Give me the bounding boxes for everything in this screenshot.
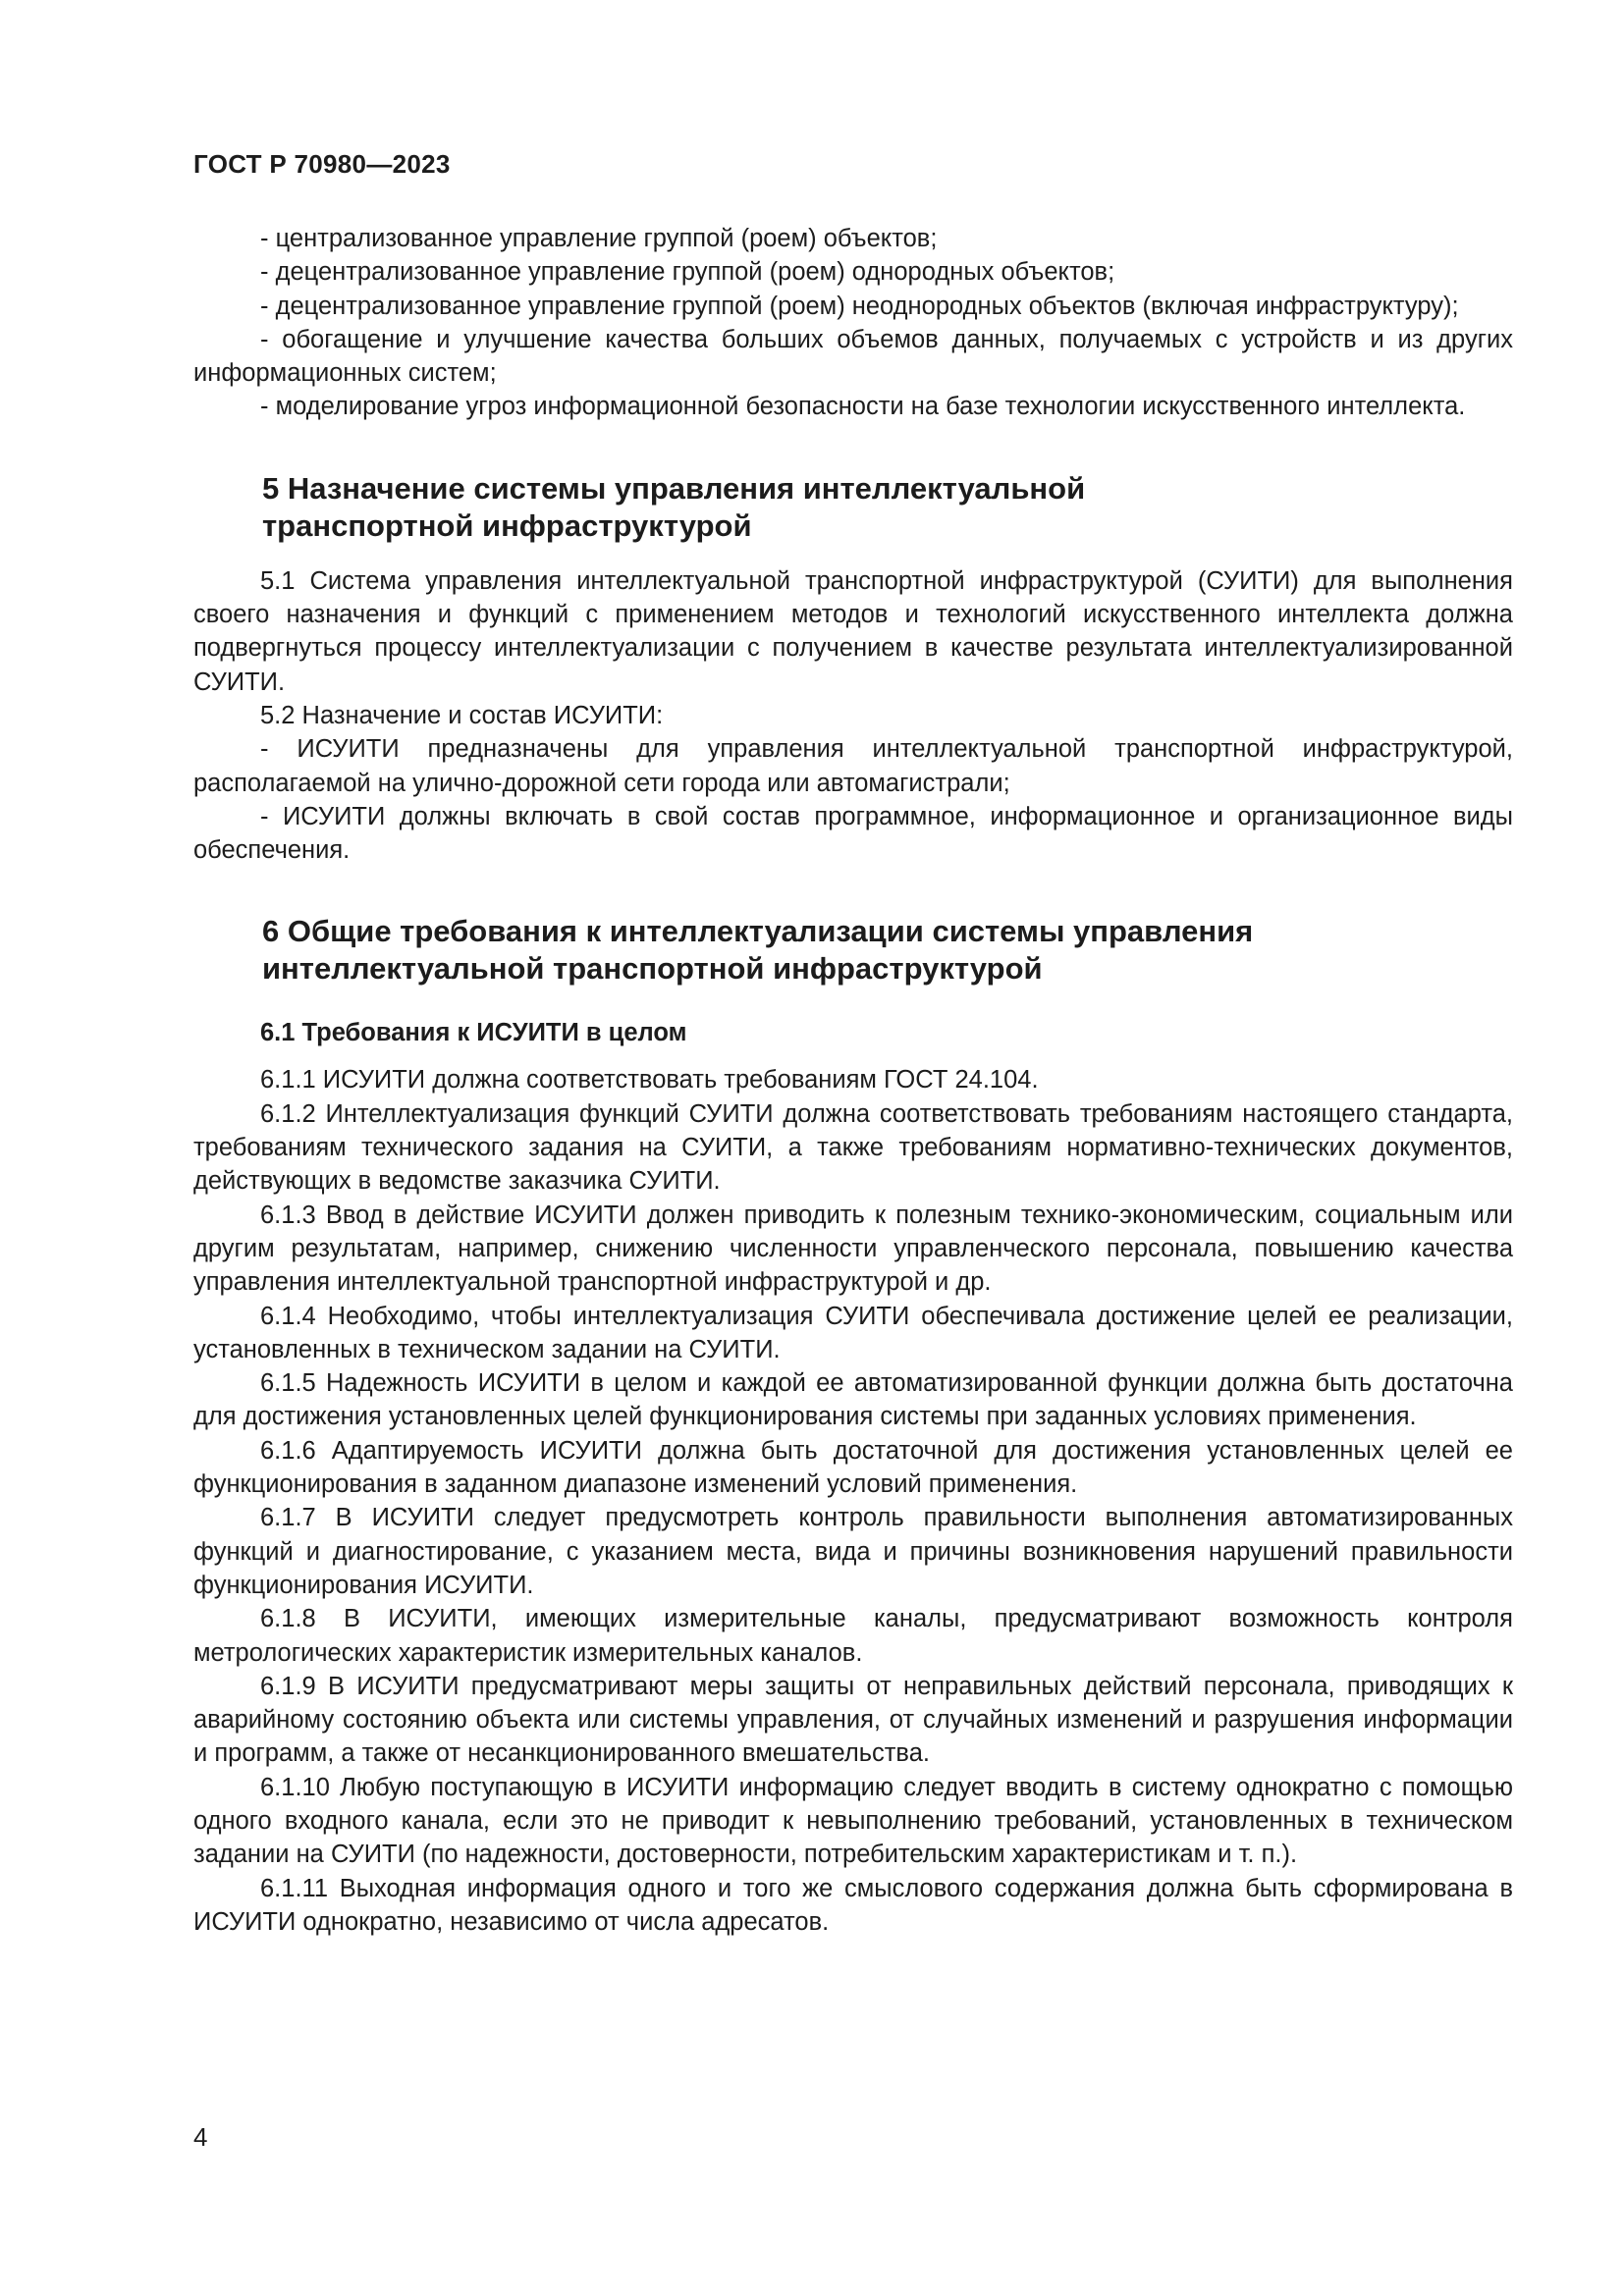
document-code-header: ГОСТ Р 70980—2023 <box>193 149 451 179</box>
section-5-paragraph: 5.1 Система управления интеллектуальной транспортной инфраструктурой (СУИТИ) для выполнения своего назначения и функций с применением методов и технологий искусственного интеллекта должна подвергнуться процессу интеллектуализации с получением в качестве результата интеллектуализированной СУИТИ. <box>193 566 1513 696</box>
clause-6-1-11: 6.1.11 Выходная информация одного и того же смыслового содержания должна быть сформирована в ИСУИТИ однократно, независимо от числа адресатов. <box>193 1874 1513 1936</box>
section-5-paragraph: 5.2 Назначение и состав ИСУИТИ: <box>260 701 664 729</box>
clause-6-1-7: 6.1.7 В ИСУИТИ следует предусмотреть контроль правильности выполнения автоматизированных функций и диагностирование, с указанием места, вида и причины возникновения нарушений правильности функционирования ИСУИТИ. <box>193 1504 1513 1599</box>
section-5-paragraph: - ИСУИТИ должны включать в свой состав программное, информационное и организационное виды обеспечения. <box>193 802 1513 865</box>
clause-6-1-5: 6.1.5 Надежность ИСУИТИ в целом и каждой ее автоматизированной функции должна быть достаточна для достижения установленных целей функционирования системы при заданных условиях применения. <box>193 1369 1513 1431</box>
subsection-6-1-heading: 6.1 Требования к ИСУИТИ в целом <box>260 1019 687 1047</box>
section-6-heading <box>262 913 1513 988</box>
section-6-heading-line1: 6 Общие требования к интеллектуализации системы управления <box>262 914 1254 949</box>
section-5-paragraph: - ИСУИТИ предназначены для управления интеллектуальной транспортной инфраструктурой, располагаемой на улично-дорожной сети города или автомагистрали; <box>193 735 1513 797</box>
intro-list-item: - децентрализованное управление группой (роем) неоднородных объектов (включая инфраструктуру); <box>260 292 1459 320</box>
intro-list-item: - моделирование угроз информационной безопасности на базе технологии искусственного интеллекта. <box>260 393 1466 421</box>
intro-list-item: - децентрализованное управление группой (роем) однородных объектов; <box>260 258 1115 287</box>
clause-6-1-3: 6.1.3 Ввод в действие ИСУИТИ должен приводить к полезным технико-экономическим, социальным или другим результатам, например, снижению численности управленческого персонала, повышению качества управления интеллектуальной транспортной инфраструктурой и др. <box>193 1201 1513 1297</box>
clause-6-1-8: 6.1.8 В ИСУИТИ, имеющих измерительные каналы, предусматривают возможность контроля метрологических характеристик измерительных каналов. <box>193 1605 1513 1667</box>
intro-list-item: - обогащение и улучшение качества больших объемов данных, получаемых с устройств и из других информационных систем; <box>193 325 1513 388</box>
clause-6-1-6: 6.1.6 Адаптируемость ИСУИТИ должна быть достаточной для достижения установленных целей ее функционирования в заданном диапазоне изменений условий применения. <box>193 1436 1513 1499</box>
clause-6-1-10: 6.1.10 Любую поступающую в ИСУИТИ информацию следует вводить в систему однократно с помощью одного входного канала, если это не приводит к невыполнению требований, установленных в техническом задании на СУИТИ (по надежности, достоверности, потребительским характеристикам и т. п.). <box>193 1773 1513 1869</box>
section-5-heading <box>262 470 1513 545</box>
page-number: 4 <box>193 2122 208 2152</box>
intro-list-item: - централизованное управление группой (роем) объектов; <box>260 225 938 252</box>
clause-6-1-4: 6.1.4 Необходимо, чтобы интеллектуализация СУИТИ обеспечивала достижение целей ее реализации, установленных в техническом задании на СУИТИ. <box>193 1302 1513 1363</box>
document-body <box>193 222 1513 1939</box>
section-5-heading-line2: транспортной инфраструктурой <box>262 507 752 543</box>
section-6-heading-line2: интеллектуальной транспортной инфраструктурой <box>262 951 1043 987</box>
clause-6-1-9: 6.1.9 В ИСУИТИ предусматривают меры защиты от неправильных действий персонала, приводящих к аварийному состоянию объекта или системы управления, от случайных изменений и разрушения информации и программ, а также от несанкционированного вмешательства. <box>193 1672 1513 1768</box>
section-5-heading-line1: 5 Назначение системы управления интеллектуальной <box>262 470 1086 506</box>
clause-6-1-1: 6.1.1 ИСУИТИ должна соответствовать требованиям ГОСТ 24.104. <box>260 1066 1039 1095</box>
clause-6-1-2: 6.1.2 Интеллектуализация функций СУИТИ должна соответствовать требованиям настоящего стандарта, требованиям технического задания на СУИТИ, а также требованиям нормативно-технических документов, действующих в ведомстве заказчика СУИТИ. <box>193 1099 1513 1196</box>
